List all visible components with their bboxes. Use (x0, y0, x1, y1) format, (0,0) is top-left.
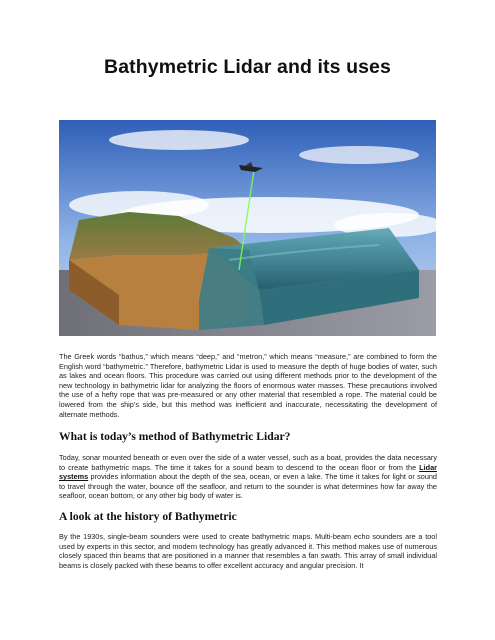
section-heading-todays-method: What is today’s method of Bathymetric Lidar? (59, 430, 291, 443)
section-heading-history: A look at the history of Bathymetric (59, 510, 237, 523)
document-title: Bathymetric Lidar and its uses (104, 56, 391, 78)
todays-method-paragraph (59, 453, 437, 501)
bathymetric-lidar-illustration (59, 120, 436, 336)
paragraph-text: Today, sonar mounted beneath or even over the side of a water vessel, such as a boat, provides the data necessary to create bathymetric maps. The time it takes for a sound beam to descend to the ocean floor or from the (59, 453, 437, 472)
history-paragraph: By the 1930s, single-beam sounders were used to create bathymetric maps. Multi-beam echo sounders are a tool used by experts in this sector, and modern technology has greatly advanced it. This method makes use of numerous closely spaced thin beams that are positioned in a manner that resembles a fan swath. This array of small individual beams is closely packed with these beams to offer excellent accuracy and angular precision. It (59, 532, 437, 570)
intro-paragraph: The Greek words “bathus,” which means “deep,” and “metron,” which means “measure,” are combined to form the English word “bathymetric.” Therefore, bathymetric Lidar is used to measure the depth of huge bodies of water, such as lakes and ocean floors. This procedure was carried out using different methods prior to the development of the new technology in bathymetric lidar for analyzing the floors of enormous water masses. These precautions involved the use of a hefty rope that was pre-measured or any other material that resembled a rope. The material could be lowered from the ship’s side, but this method was inefficient and inaccurate, necessitating the development of alternate methods. (59, 352, 437, 419)
illustration-graphic (59, 120, 436, 336)
paragraph-text: provides information about the depth of the sea, ocean, or even a lake. The time it takes for light or sound to travel through the water, bounce off the seafloor, and return to the sounder is what determines how far away the seafloor, ocean bottom, or any other big body of water is. (59, 472, 437, 501)
lidar-systems-link[interactable]: Lidar systems (59, 462, 437, 482)
